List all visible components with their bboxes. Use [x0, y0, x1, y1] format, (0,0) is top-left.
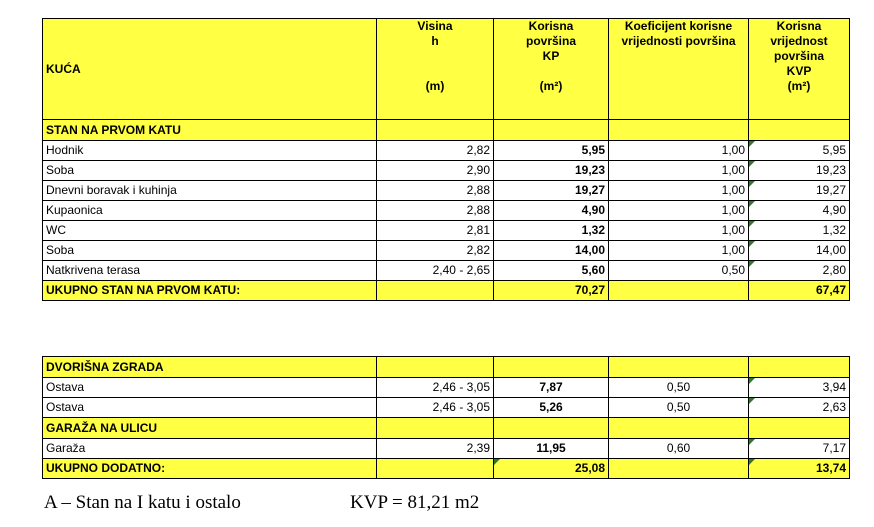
cell-kvp: 1,32: [749, 221, 850, 241]
cell-height: 2,46 - 3,05: [377, 398, 494, 418]
total-row: [43, 459, 850, 479]
cell-height: 2,81: [377, 221, 494, 241]
cell-height: 2,88: [377, 201, 494, 221]
cell-kvp: 5,95: [749, 141, 850, 161]
table-row: [43, 398, 850, 418]
cell-name: Kupaonica: [43, 201, 377, 221]
cell-name: Soba: [43, 241, 377, 261]
cell-koef: 1,00: [609, 241, 749, 261]
cell-height: 2,39: [377, 439, 494, 459]
cell-koef: 0,50: [609, 378, 749, 398]
cell-kp: 4,90: [494, 201, 609, 221]
cell-kp: 5,95: [494, 141, 609, 161]
total-label: UKUPNO DODATNO:: [43, 459, 377, 479]
section-title-row: [43, 357, 850, 378]
cell-koef: 0,60: [609, 439, 749, 459]
section-title-row: [43, 120, 850, 141]
cell-kp: 19,23: [494, 161, 609, 181]
cell-name: Garaža: [43, 439, 377, 459]
cell-height: 2,82: [377, 141, 494, 161]
cell-height: 2,40 - 2,65: [377, 261, 494, 281]
cell-name: Hodnik: [43, 141, 377, 161]
cell-koef: 0,50: [609, 398, 749, 418]
cell-koef: 0,50: [609, 261, 749, 281]
cell-koef: 1,00: [609, 221, 749, 241]
area-table-additional: [42, 356, 850, 479]
cell-kp: 1,32: [494, 221, 609, 241]
cell-kvp: 19,23: [749, 161, 850, 181]
cell-kp: 19,27: [494, 181, 609, 201]
section-title: DVORIŠNA ZGRADA: [43, 357, 377, 378]
cell-height: 2,90: [377, 161, 494, 181]
cell-kvp: 14,00: [749, 241, 850, 261]
cell-kvp: 7,17: [749, 439, 850, 459]
total-kvp: 13,74: [749, 459, 850, 479]
total-kp: 25,08: [494, 459, 609, 479]
cell-koef: 1,00: [609, 181, 749, 201]
cell-kvp: 2,63: [749, 398, 850, 418]
total-label: UKUPNO STAN NA PRVOM KATU:: [43, 281, 377, 301]
table-row: [43, 201, 850, 221]
area-table-main: [42, 18, 850, 301]
cell-name: Ostava: [43, 398, 377, 418]
cell-kp: 14,00: [494, 241, 609, 261]
total-kp: 70,27: [494, 281, 609, 301]
header-koeficijent: Koeficijent korisne vrijednosti površina: [609, 19, 749, 120]
table-row: [43, 378, 850, 398]
header-kp: Korisna površina KP (m²): [494, 19, 609, 120]
table-header-row: [43, 19, 850, 120]
table-row: [43, 241, 850, 261]
table-row: [43, 221, 850, 241]
cell-kvp: 19,27: [749, 181, 850, 201]
table-row: [43, 439, 850, 459]
table-row: [43, 181, 850, 201]
cell-kp: 7,87: [494, 378, 609, 398]
cell-koef: 1,00: [609, 161, 749, 181]
cell-kp: 11,95: [494, 439, 609, 459]
table-row: [43, 261, 850, 281]
cell-kvp: 3,94: [749, 378, 850, 398]
cell-kvp: 2,80: [749, 261, 850, 281]
cell-koef: 1,00: [609, 201, 749, 221]
cell-height: 2,82: [377, 241, 494, 261]
cell-name: Ostava: [43, 378, 377, 398]
cell-name: Dnevni boravak i kuhinja: [43, 181, 377, 201]
summary-line: [44, 492, 480, 514]
cell-kp: 5,60: [494, 261, 609, 281]
table-row: [43, 161, 850, 181]
cell-height: 2,46 - 3,05: [377, 378, 494, 398]
cell-name: WC: [43, 221, 377, 241]
total-row: [43, 281, 850, 301]
header-visina: Visina h (m): [377, 19, 494, 120]
header-kvp: Korisna vrijednost površina KVP (m²): [749, 19, 850, 120]
summary-label: A – Stan na I katu i ostalo: [44, 492, 241, 513]
cell-kvp: 4,90: [749, 201, 850, 221]
total-kvp: 67,47: [749, 281, 850, 301]
header-kuca: KUĆA: [43, 19, 377, 120]
section-title: STAN NA PRVOM KATU: [43, 120, 377, 141]
table-row: [43, 141, 850, 161]
cell-name: Soba: [43, 161, 377, 181]
section-title: GARAŽA NA ULICU: [43, 418, 377, 439]
section-title-row: [43, 418, 850, 439]
summary-kvp: KVP = 81,21 m2: [350, 492, 480, 513]
cell-koef: 1,00: [609, 141, 749, 161]
cell-name: Natkrivena terasa: [43, 261, 377, 281]
cell-height: 2,88: [377, 181, 494, 201]
cell-kp: 5,26: [494, 398, 609, 418]
